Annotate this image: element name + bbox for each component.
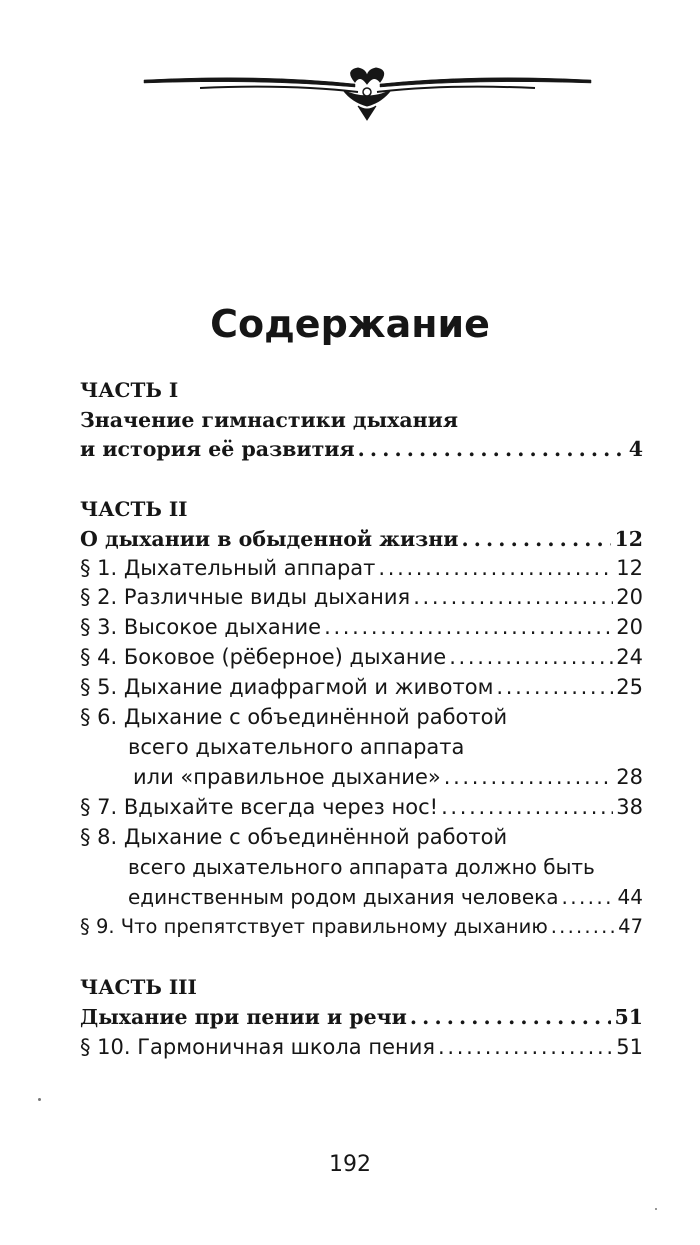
toc-entry-s8-line2: всего дыхательного аппарата должно быть	[128, 855, 595, 879]
dot-leader	[562, 885, 615, 909]
page-number: 192	[329, 1152, 371, 1177]
toc-entry-s6	[133, 765, 643, 795]
toc-entry-page: 12	[616, 556, 643, 580]
dot-leader	[438, 1035, 613, 1059]
toc-entry-s4	[80, 645, 643, 675]
toc-entry-title: § 2. Различные виды дыхания	[80, 585, 411, 609]
toc-entry-s1	[80, 556, 643, 586]
toc-entry-s3	[80, 615, 643, 645]
toc-entry-s5	[80, 675, 643, 705]
toc-entry-title: § 9. Что препятствует правильному дыханию	[80, 915, 548, 938]
part-3-label: ЧАСТЬ III	[80, 975, 197, 999]
toc-entry-part-3-heading	[80, 1005, 643, 1035]
toc-entry-page: 51	[614, 1005, 643, 1029]
scan-speck	[655, 1208, 657, 1210]
dot-leader	[449, 645, 613, 669]
part-2-label: ЧАСТЬ II	[80, 497, 188, 521]
toc-entry-title: § 10. Гармоничная школа пения	[80, 1035, 436, 1059]
toc-entry-page: 12	[614, 527, 643, 551]
toc-entry-page: 20	[616, 585, 643, 609]
toc-entry-page: 4	[628, 437, 643, 461]
toc-entry-s7	[80, 795, 643, 825]
toc-entry-title: § 4. Боковое (рёберное) дыхание	[80, 645, 447, 669]
toc-entry-title: единственным родом дыхания человека	[128, 885, 559, 909]
toc-entry-part-2-heading	[80, 527, 643, 557]
toc-entry-page: 38	[616, 795, 643, 819]
dot-leader	[378, 556, 613, 580]
toc-entry-s8	[128, 885, 643, 915]
toc-entry-s9	[80, 915, 643, 945]
toc-entry-page: 25	[616, 675, 643, 699]
toc-entry-s6-line2: всего дыхательного аппарата	[128, 735, 465, 759]
toc-entry-title: § 5. Дыхание диафрагмой и животом	[80, 675, 494, 699]
toc-entry-page: 44	[617, 885, 643, 909]
toc-entry-page: 24	[616, 645, 643, 669]
toc-entry-s10	[80, 1035, 643, 1065]
toc-entry-title: § 7. Вдыхайте всегда через нос!	[80, 795, 439, 819]
toc-entry-title: и история её развития	[80, 437, 355, 461]
toc-entry-title: Дыхание при пении и речи	[80, 1005, 407, 1029]
part-1-label: ЧАСТЬ I	[80, 378, 179, 402]
part-1-title-line1: Значение гимнастики дыхания	[80, 408, 458, 432]
toc-entry-page: 47	[618, 915, 643, 938]
dot-leader	[324, 615, 613, 639]
dot-leader	[358, 437, 626, 461]
toc-entry-title: О дыхании в обыденной жизни	[80, 527, 459, 551]
toc-entry-title: или «правильное дыхание»	[133, 765, 441, 789]
toc-entry-part-1	[80, 437, 643, 467]
toc-entry-page: 51	[616, 1035, 643, 1059]
toc-entry-s6-line1: § 6. Дыхание с объединённой работой	[80, 705, 508, 729]
page-title: Содержание	[210, 302, 490, 346]
toc-entry-s8-line1: § 8. Дыхание с объединённой работой	[80, 825, 508, 849]
toc-entry-page: 28	[616, 765, 643, 789]
dot-leader	[410, 1005, 612, 1029]
dot-leader	[496, 675, 613, 699]
dot-leader	[461, 527, 611, 551]
dot-leader	[551, 915, 615, 938]
toc-entry-title: § 3. Высокое дыхание	[80, 615, 322, 639]
dot-leader	[444, 765, 614, 789]
dot-leader	[441, 795, 613, 819]
toc-entry-title: § 1. Дыхательный аппарат	[80, 556, 376, 580]
dot-leader	[413, 585, 613, 609]
scan-speck	[38, 1098, 41, 1101]
toc-entry-s2	[80, 585, 643, 615]
toc-entry-page: 20	[616, 615, 643, 639]
